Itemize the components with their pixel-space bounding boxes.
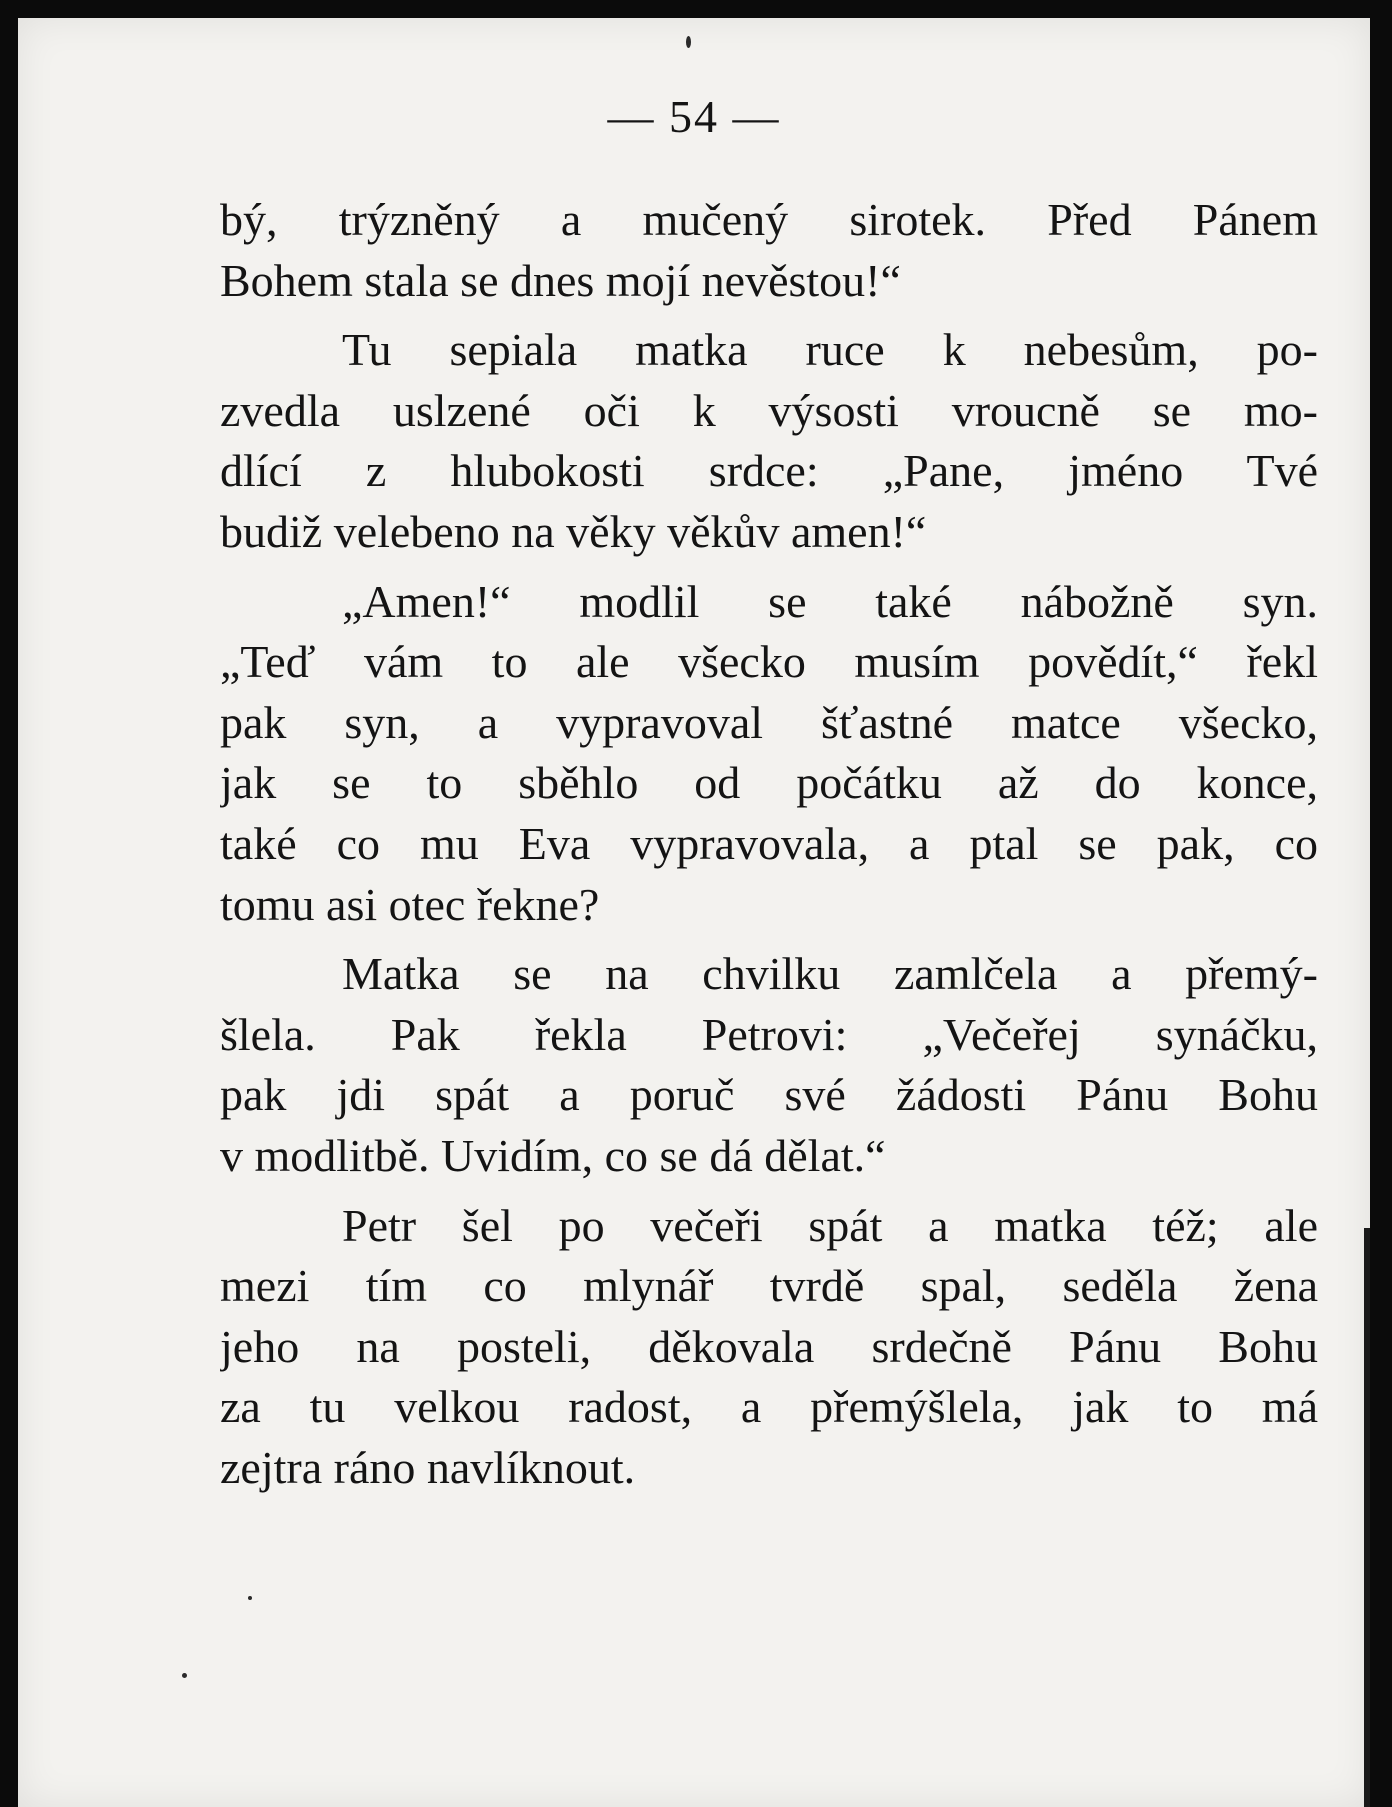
page-number: — 54 —	[607, 91, 781, 142]
text-line: „Amen!“ modlil se také nábožně syn.	[342, 575, 1318, 627]
paragraph	[220, 190, 1318, 311]
text-line: zejtra ráno navlíknout.	[220, 1441, 636, 1493]
text-line: Bohem stala se dnes mojí nevěstou!“	[220, 254, 901, 306]
text-line: mezi tím co mlynář tvrdě spal, seděla žena	[220, 1260, 1318, 1312]
text-line: v modlitbě. Uvidím, co se dá dělat.“	[220, 1129, 886, 1181]
text-line: Matka se na chvilku zamlčela a přemý-	[342, 948, 1318, 1000]
text-line: jak se to sběhlo od počátku až do konce,	[220, 757, 1318, 809]
body-text	[220, 190, 1318, 1498]
text-line: zvedla uslzené oči k výsosti vroucně se mo-	[220, 384, 1318, 436]
text-line: dlící z hlubokosti srdce: „Pane, jméno Tvé	[220, 445, 1318, 497]
page-edge-shadow	[1364, 1228, 1370, 1807]
book-page	[18, 18, 1370, 1807]
text-line: pak jdi spát a poruč své žádosti Pánu Bohu	[220, 1069, 1318, 1121]
text-line: „Teď vám to ale všecko musím povědít,“ řekl	[220, 636, 1318, 688]
text-line: jeho na posteli, děkovala srdečně Pánu Bohu	[220, 1320, 1318, 1372]
text-line: bý, trýzněný a mučený sirotek. Před Pánem	[220, 194, 1318, 245]
text-line: budiž velebeno na věky věkův amen!“	[220, 505, 927, 557]
text-line: Tu sepiala matka ruce k nebesům, po-	[342, 324, 1318, 376]
paragraph	[220, 944, 1318, 1186]
text-line: tomu asi otec řekne?	[220, 878, 600, 930]
paragraph	[220, 572, 1318, 936]
ink-speck	[182, 1673, 187, 1678]
text-line: Petr šel po večeři spát a matka též; ale	[342, 1199, 1318, 1251]
text-line: také co mu Eva vypravovala, a ptal se pak, co	[220, 817, 1318, 869]
ink-speck	[686, 36, 691, 48]
text-line: šlela. Pak řekla Petrovi: „Večeřej synáčku,	[220, 1008, 1318, 1060]
text-line: za tu velkou radost, a přemýšlela, jak to má	[220, 1381, 1318, 1433]
text-line: pak syn, a vypravoval šťastné matce všecko,	[220, 696, 1318, 748]
paragraph	[220, 1196, 1318, 1499]
paragraph	[220, 320, 1318, 562]
ink-speck	[248, 1596, 252, 1600]
